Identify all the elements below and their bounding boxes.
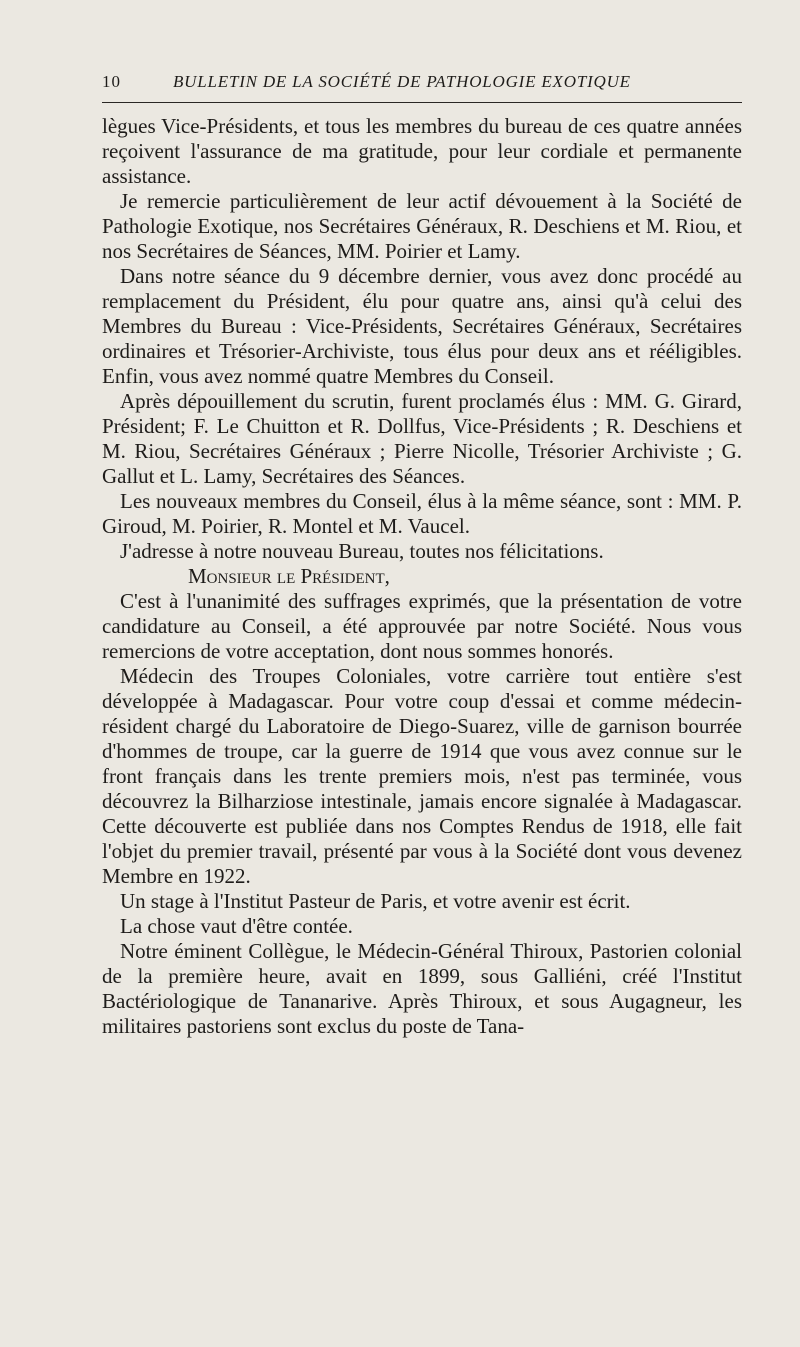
paragraph: Notre éminent Collègue, le Médecin-Général Thiroux, Pastorien colonial de la première heure, avait en 1899, sous Galliéni, créé l'Institut Bactériologique de Tananarive. Après Thiroux, et sous Augagneur, les militaires pastoriens sont exclus du poste de Tana- (102, 939, 742, 1038)
paragraph: J'adresse à notre nouveau Bureau, toutes nos félicitations. (120, 539, 604, 563)
paragraph: La chose vaut d'être contée. (120, 914, 353, 938)
salutation: Monsieur le Président, (188, 564, 390, 588)
running-header (102, 72, 742, 96)
page-number: 10 (102, 72, 121, 91)
paragraph: lègues Vice-Présidents, et tous les membres du bureau de ces quatre années reçoivent l'assurance de ma gratitude, pour leur cordiale et permanente assistance. (102, 114, 742, 188)
paragraph: Médecin des Troupes Coloniales, votre carrière tout entière s'est développée à Madagascar. Pour votre coup d'essai et comme médecin-résident chargé du Laboratoire de Diego-Suarez, ville de garnison bourrée d'hommes de troupe, car la guerre de 1914 que vous avez connue sur le front français dans les trente premiers mois, n'est pas terminée, vous découvrez la Bilharziose intestinale, jamais encore signalée à Madagascar. Cette découverte est publiée dans nos Comptes Rendus de 1918, elle fait l'objet du premier travail, présenté par vous à la Société dont vous devenez Membre en 1922. (102, 664, 742, 888)
body-text (102, 114, 742, 1039)
paragraph: Un stage à l'Institut Pasteur de Paris, et votre avenir est écrit. (120, 889, 631, 913)
header-rule (102, 102, 742, 103)
paragraph: Les nouveaux membres du Conseil, élus à la même séance, sont : MM. P. Giroud, M. Poirier, R. Montel et M. Vaucel. (102, 489, 742, 538)
paragraph: Après dépouillement du scrutin, furent proclamés élus : MM. G. Girard, Président; F. Le Chuitton et R. Dollfus, Vice-Présidents ; R. Deschiens et M. Riou, Secrétaires Généraux ; Pierre Nicolle, Trésorier Archiviste ; G. Gallut et L. Lamy, Secrétaires des Séances. (102, 389, 742, 488)
paragraph: Dans notre séance du 9 décembre dernier, vous avez donc procédé au remplacement du Président, élu pour quatre ans, ainsi qu'à celui des Membres du Bureau : Vice-Présidents, Secrétaires Généraux, Secrétaires ordinaires et Trésorier-Archiviste, tous élus pour deux ans et rééligibles. Enfin, vous avez nommé quatre Membres du Conseil. (102, 264, 742, 388)
running-title: BULLETIN DE LA SOCIÉTÉ DE PATHOLOGIE EXOTIQUE (173, 72, 631, 91)
paragraph: Je remercie particulièrement de leur actif dévouement à la Société de Pathologie Exotique, nos Secrétaires Généraux, R. Deschiens et M. Riou, et nos Secrétaires de Séances, MM. Poirier et Lamy. (102, 189, 742, 263)
paragraph: C'est à l'unanimité des suffrages exprimés, que la présentation de votre candidature au Conseil, a été approuvée par notre Société. Nous vous remercions de votre acceptation, dont nous sommes honorés. (102, 589, 742, 663)
